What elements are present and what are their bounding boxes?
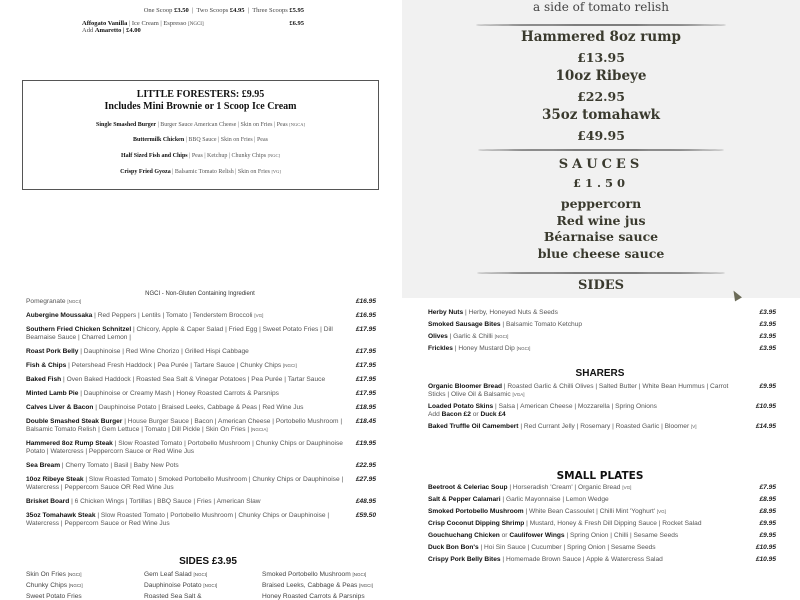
addon-or: or (470, 411, 481, 418)
item-desc: | Slow Roasted Tomato | Portobello Mushroom | Chunky Chips or Dauphinoise | Watercress | Peppercorn Sauce or Red Wine Jus (26, 512, 330, 527)
item-name: Brisket Board (26, 498, 70, 505)
item-desc: | Garlic Mayonnaise | Lemon Wedge (500, 496, 609, 503)
sauce-item: blue cheese sauce (537, 245, 665, 261)
item-name: Sea Bream (26, 462, 61, 469)
steak-cut-name: 10oz Ribeye (555, 68, 647, 84)
dietary-tag: [NGCI] (516, 346, 531, 351)
sauce-item: peppercorn (560, 196, 642, 211)
item-name: Smoked Sausage Bites (428, 321, 501, 328)
kids-item (23, 137, 378, 144)
dietary-tag: [NGC] (267, 153, 281, 158)
menu-item-row (26, 476, 376, 492)
three-scoops-label: Three Scoops (252, 7, 288, 14)
three-scoops-price: £5.95 (289, 7, 304, 14)
item-desc: | Chicory, Apple & Caper Salad | Fried Egg | Sweet Potato Fries | Dill Bearnaise Sauce | Charred Lemon | (26, 326, 333, 341)
kids-item (23, 168, 378, 176)
item-price: £10.95 (755, 403, 776, 410)
kids-subtitle: Includes Mini Brownie or 1 Scoop Ice Cream (104, 101, 297, 112)
one-scoop-label: One Scoop (143, 7, 173, 14)
cropped-line (82, 0, 304, 4)
item-desc: | Balsamic Tomato Relish | Skin on Fries (170, 169, 272, 175)
item-desc: | House Burger Sauce | Bacon | American Cheese | Portobello Mushroom | Balsamic Tomato Relish | Gem Lettuce | Tomato | Dill Pickle | Skin On Fries | (26, 418, 343, 433)
menu-item-row (26, 298, 376, 306)
item-price: £3.95 (759, 345, 776, 352)
side-item: Skin On Fries [NGCI] (26, 571, 82, 578)
item-name: Organic Bloomer Bread (428, 383, 503, 390)
sharers-list (428, 383, 776, 435)
dietary-tag: [VG] (622, 485, 632, 490)
side-item: Sweet Potato Fries (26, 593, 82, 600)
item-name: Fish & Chips (26, 362, 67, 369)
menu-item-row (428, 520, 776, 528)
item-name: Calves Liver & Bacon (26, 404, 94, 411)
item-desc: | Homemade Brown Sauce | Apple & Watercress Salad (500, 556, 663, 563)
item-name: Salt & Pepper Calamari (428, 496, 501, 503)
two-scoops-label: Two Scoops (196, 7, 229, 14)
menu-item-row (428, 423, 776, 431)
item-name: Minted Lamb Pie (26, 390, 79, 397)
dietary-tag: [NGCI] (352, 572, 367, 577)
item-desc: | White Bean Cassoulet | Chilli Mint 'Yoghurt' (523, 508, 657, 515)
item-price: £10.95 (755, 556, 776, 563)
dietary-tag: [VGA] (512, 392, 525, 397)
menu-item-row (428, 556, 776, 564)
dietary-tag: [NGCI] (203, 583, 218, 588)
item-desc: | Slow Roasted Tomato | Portobello Mushroom | Chunky Chips or Dauphinoise Potato | Watercress | Peppercorn Sauce or Red Wine Jus (26, 440, 343, 455)
item-desc: | Herby, Honeyed Nuts & Seeds (463, 309, 558, 316)
dietary-tag: [NGCI] (67, 299, 82, 304)
item-name: Half Sized Fish and Chips (120, 153, 188, 159)
menu-item-row (428, 532, 776, 540)
menu-item-row (26, 362, 376, 370)
item-desc: | Hoi Sin Sauce | Cucumber | Spring Onion | Sesame Seeds (478, 544, 656, 551)
menu-item-row (428, 496, 776, 504)
ngci-legend: NGCI - Non-Gluten Containing Ingredient (145, 291, 255, 297)
item-name: Baked Fish (26, 376, 62, 383)
item-name: Crisp Coconut Dipping Shrimp (428, 520, 525, 527)
item-name: Double Smashed Steak Burger (26, 418, 123, 425)
dietary-tag: [NGCI] (67, 572, 82, 577)
item-name: Single Smashed Burger (96, 122, 157, 128)
item-name: Duck Bon Bon's (428, 544, 479, 551)
menu-item-row (428, 508, 776, 516)
item-price: £3.95 (759, 309, 776, 316)
item-name: Roast Pork Belly (26, 348, 79, 355)
item-price: £10.95 (755, 544, 776, 551)
sides-grid (26, 571, 386, 600)
sauces-price: £1.50 (572, 176, 629, 190)
item-name: Crispy Fried Gyoza (120, 169, 171, 175)
side-item: Honey Roasted Carrots & Parsnips (262, 593, 365, 600)
item-price: £16.95 (355, 312, 376, 319)
item-desc: | Garlic & Chilli (447, 333, 495, 340)
item-price: £48.95 (355, 498, 376, 505)
dietary-tag: [V] (691, 424, 697, 429)
item-desc: | Horseradish 'Cream' | Organic Bread (507, 484, 623, 491)
menu-item-row (26, 440, 376, 456)
sides-title: SIDES £3.95 (179, 556, 237, 567)
item-name-alt: Caulifower Wings (509, 532, 565, 539)
menu-item-row (26, 326, 376, 342)
item-name: Olives (428, 333, 448, 340)
item-name: Aubergine Moussaka (26, 312, 93, 319)
steak-cut-name: 35oz tomahawk (542, 107, 660, 123)
steak-cut-price: £13.95 (577, 49, 625, 65)
item-price: £22.95 (355, 462, 376, 469)
side-item: Chunky Chips [NGCI] (26, 582, 83, 589)
item-name: Crispy Pork Belly Bites (428, 556, 501, 563)
dietary-tag: [NGCI] (359, 583, 373, 588)
item-desc: | Oven Baked Haddock | Roasted Sea Salt & Vinegar Potatoes | Pea Purée | Tartar Sauce (61, 376, 326, 383)
addon-item: Amaretto | £4.00 (94, 27, 141, 34)
item-name: Frickles (428, 345, 453, 352)
item-price: £17.95 (355, 348, 376, 355)
item-desc: | Burger Sauce American Cheese | Skin on Fries | Peas (156, 122, 290, 128)
dietary-tag: [VG] (254, 313, 264, 318)
menu-item-row (428, 544, 776, 552)
divider (476, 24, 726, 26)
nibbles-list (428, 309, 776, 357)
steak-cut-price: £22.95 (577, 88, 625, 104)
menu-item-row (26, 498, 376, 506)
affogato-addon (82, 27, 304, 34)
item-desc: | Balsamic Tomato Ketchup (500, 321, 583, 328)
item-or: or (499, 532, 510, 539)
item-desc: | 6 Chicken Wings | Tortillas | BBQ Sauce | Fries | American Slaw (69, 498, 261, 505)
dietary-tag: [NGCI] (283, 363, 297, 368)
menu-item-row (26, 512, 376, 528)
side-item: Dauphinoise Potato [NGCI] (144, 582, 218, 589)
steak-cut-price: £49.95 (577, 127, 625, 143)
item-desc: | Red Currant Jelly | Rosemary | Roasted Garlic | Bloomer (518, 423, 691, 430)
menu-item-row (26, 418, 376, 434)
item-name: Buttermilk Chicken (133, 137, 185, 143)
item-desc: | Red Peppers | Lentils | Tomato | Tenderstem Broccoli (92, 312, 255, 319)
item-price: £59.50 (355, 512, 376, 519)
item-desc: | Salsa | American Cheese | Mozzarella | Spring Onions (493, 403, 657, 410)
item-desc: Pomegranate (26, 298, 68, 305)
item-desc: | Dauphinoise or Creamy Mash | Honey Roasted Carrots & Parsnips (78, 390, 279, 397)
item-price: £8.95 (759, 496, 776, 503)
item-price: £17.95 (355, 390, 376, 397)
mains-list (26, 298, 376, 534)
dietary-tag: [VG] (271, 169, 281, 174)
item-price: £27.95 (355, 476, 376, 483)
sauce-item: Red wine jus (556, 212, 646, 228)
menu-item-row (428, 333, 776, 341)
dietary-tag: [VG] (656, 509, 666, 514)
menu-item-row (428, 345, 776, 353)
item-price: £8.95 (759, 508, 776, 515)
side-item: Gem Leaf Salad [NGCI] (144, 571, 208, 578)
item-name: Southern Fried Chicken Schnitzel (26, 326, 132, 333)
one-scoop-price: £3.50 (174, 7, 189, 14)
item-price: £18.95 (355, 404, 376, 411)
menu-item-row (428, 309, 776, 317)
item-price: £7.95 (759, 484, 776, 491)
divider (478, 149, 724, 151)
item-name: Hammered 8oz Rump Steak (26, 440, 113, 447)
steak-cut-name: Hammered 8oz rump (521, 29, 681, 45)
sides-heading: SIDES (577, 278, 625, 293)
item-name: Gouchuchang Chicken (428, 532, 500, 539)
addon-item: Bacon £2 (441, 411, 471, 418)
menu-item-row (428, 484, 776, 492)
item-desc: | Honey Mustard Dip (452, 345, 517, 352)
item-desc: | BBQ Sauce | Skin on Fries | Peas (184, 137, 268, 143)
sauces-heading: SAUCES (558, 157, 644, 172)
small-plates-list (428, 484, 776, 568)
item-desc: | Cherry Tomato | Basil | Baby New Pots (60, 462, 179, 469)
menu-item-row (26, 404, 376, 412)
menu-item-row (26, 462, 376, 470)
dietary-tag: [NGCIA] (250, 427, 268, 432)
menu-item-row (26, 348, 376, 356)
side-item: Roasted Sea Salt & (144, 593, 202, 600)
item-desc: | Spring Onion | Chilli | Sesame Seeds (564, 532, 679, 539)
item-price: £14.95 (755, 423, 776, 430)
small-plates-heading: SMALL PLATES (556, 470, 644, 482)
item-desc: | Peas | Ketchup | Chunky Chips (187, 153, 268, 159)
item-desc: | Dauphinoise Potato | Braised Leeks, Cabbage & Peas | Red Wine Jus (93, 404, 304, 411)
dietary-tag: [NGCA] (289, 122, 305, 127)
item-desc: | Roasted Garlic & Chilli Olives | Salted Butter | White Bean Hummus | Carrot Sticks | Olive Oil & Balsamic (428, 383, 729, 398)
side-item: Braised Leeks, Cabbage & Peas [NGCI] (262, 582, 373, 589)
item-name: Loaded Potato Skins (428, 403, 494, 410)
item-price: £9.95 (759, 520, 776, 527)
item-price: £18.45 (355, 418, 376, 425)
menu-item-row (26, 390, 376, 398)
dietary-tag: [NGCI] (193, 572, 208, 577)
affogato-row (82, 20, 304, 27)
menu-item-row (428, 383, 776, 399)
sauce-item: Béarnaise sauce (543, 229, 659, 244)
item-price: £9.95 (759, 532, 776, 539)
dessert-section (82, 0, 304, 34)
addon-prefix: Add (428, 411, 442, 418)
item-price: £16.95 (355, 298, 376, 305)
ice-cream-scoop-prices: One Scoop £3.50 | Two Scoops £4.95 | Three Scoops £5.95 (143, 7, 304, 14)
affogato-desc: | Ice Cream | Espresso (127, 20, 189, 27)
affogato-price: £6.95 (289, 20, 304, 27)
relish-note: a side of tomato relish (533, 0, 669, 14)
menu-item-row (428, 403, 776, 419)
sharers-heading: SHARERS (575, 368, 625, 379)
kids-menu-box (22, 80, 379, 190)
affogato-name: Affogato Vanilla (82, 20, 128, 27)
item-price: £17.95 (355, 362, 376, 369)
dietary-tag: [NGCI] (68, 583, 83, 588)
menu-item-row (26, 376, 376, 384)
item-name: Baked Truffle Oil Camembert (428, 423, 519, 430)
item-desc: | Mustard, Honey & Fresh Dill Dipping Sauce | Rocket Salad (524, 520, 702, 527)
item-price: £9.95 (759, 383, 776, 390)
item-name: 10oz Ribeye Steak (26, 476, 84, 483)
item-name: Beetroot & Celeriac Soup (428, 484, 508, 491)
kids-item (23, 152, 378, 160)
item-desc: | Dauphinoise | Red Wine Chorizo | Grilled Hispi Cabbage (78, 348, 249, 355)
item-name: 35oz Tomahawk Steak (26, 512, 96, 519)
menu-item-row (26, 312, 376, 320)
item-price: £17.95 (355, 326, 376, 333)
menu-item-row (428, 321, 776, 329)
dietary-tag: [NGCI] (494, 334, 509, 339)
two-scoops-price: £4.95 (229, 7, 245, 14)
addon-prefix: Add (82, 27, 95, 34)
item-name: Herby Nuts (428, 309, 464, 316)
item-desc: | Slow Roasted Tomato | Smoked Portobello Mushroom | Chunky Chips or Dauphinoise | Watercress | Peppercorn Sauce OR Red Wine Jus (26, 476, 344, 491)
item-price: £3.95 (759, 333, 776, 340)
item-name: Smoked Portobello Mushroom (428, 508, 524, 515)
item-price: £19.95 (355, 440, 376, 447)
kids-title: LITTLE FORESTERS: £9.95 (136, 89, 265, 100)
dietary-tag: [NGCI] (188, 22, 204, 27)
kids-item (23, 121, 378, 129)
item-price: £17.95 (355, 376, 376, 383)
divider (477, 272, 725, 274)
kids-menu-title (23, 89, 378, 113)
steak-board-panel (402, 0, 800, 298)
side-item: Smoked Portobello Mushroom [NGCI] (262, 571, 367, 578)
item-desc: | Petershead Fresh Haddock | Pea Purée | Tartare Sauce | Chunky Chips (66, 362, 284, 369)
addon-item: Duck £4 (480, 411, 506, 418)
item-price: £3.95 (759, 321, 776, 328)
